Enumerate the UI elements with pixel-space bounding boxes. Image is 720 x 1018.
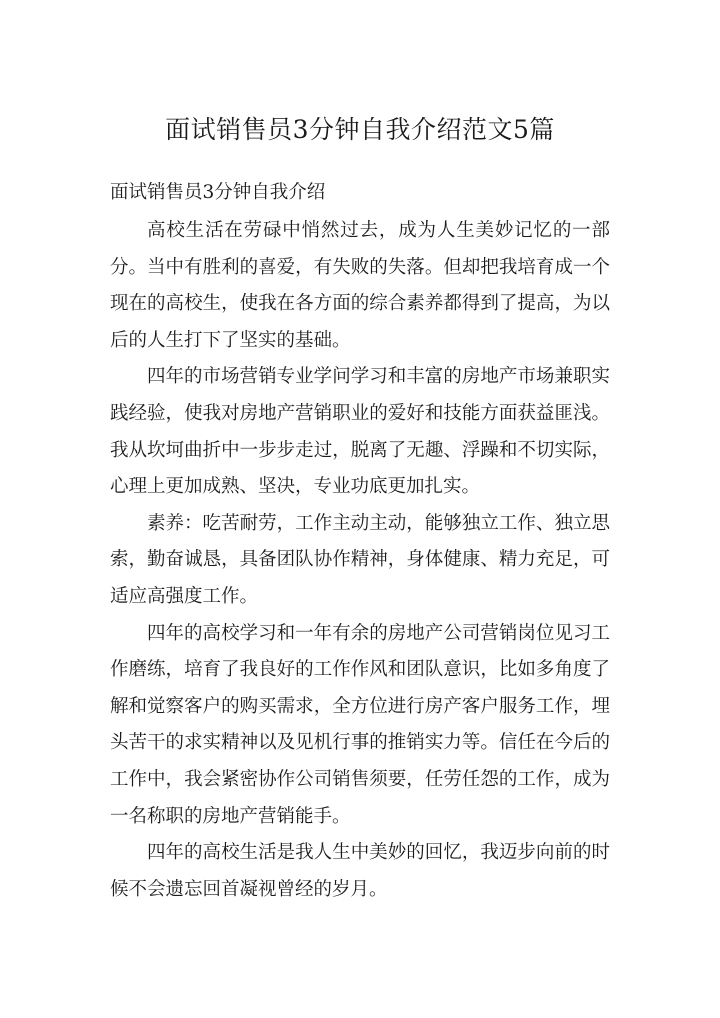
paragraph-3: 素养：吃苦耐劳，工作主动主动，能够独立工作、独立思索，勤奋诚恳，具备团队协作精神，身体健康、精力充足，可适应高强度工作。 xyxy=(110,512,610,607)
paragraph-2: 四年的市场营销专业学问学习和丰富的房地产市场兼职实践经验，使我对房地产营销职业的爱好和技能方面获益匪浅。我从坎坷曲折中一步步走过，脱离了无趣、浮躁和不切实际，心理上更加成熟、坚决，专业功底更加扎实。 xyxy=(110,366,610,498)
section-heading: 面试销售员3分钟自我介绍 xyxy=(110,182,326,203)
document-title: 面试销售员3分钟自我介绍范文5篇 xyxy=(165,115,555,144)
paragraph-4: 四年的高校学习和一年有余的房地产公司营销岗位见习工作磨练，培育了我良好的工作作风和团队意识，比如多角度了解和觉察客户的购买需求，全方位进行房产客户服务工作，埋头苦干的求实精神以及见机行事的推销实力等。信任在今后的工作中，我会紧密协作公司销售须要，任劳任怨的工作，成为一名称职的房地产营销能手。 xyxy=(110,622,610,827)
document-body xyxy=(110,213,610,908)
paragraph-5: 四年的高校生活是我人生中美妙的回忆，我迈步向前的时候不会遗忘回首凝视曾经的岁月。 xyxy=(110,842,610,900)
paragraph-1: 高校生活在劳碌中悄然过去，成为人生美妙记忆的一部分。当中有胜利的喜爱，有失败的失落。但却把我培育成一个现在的高校生，使我在各方面的综合素养都得到了提高，为以后的人生打下了坚实的基础。 xyxy=(110,220,610,351)
